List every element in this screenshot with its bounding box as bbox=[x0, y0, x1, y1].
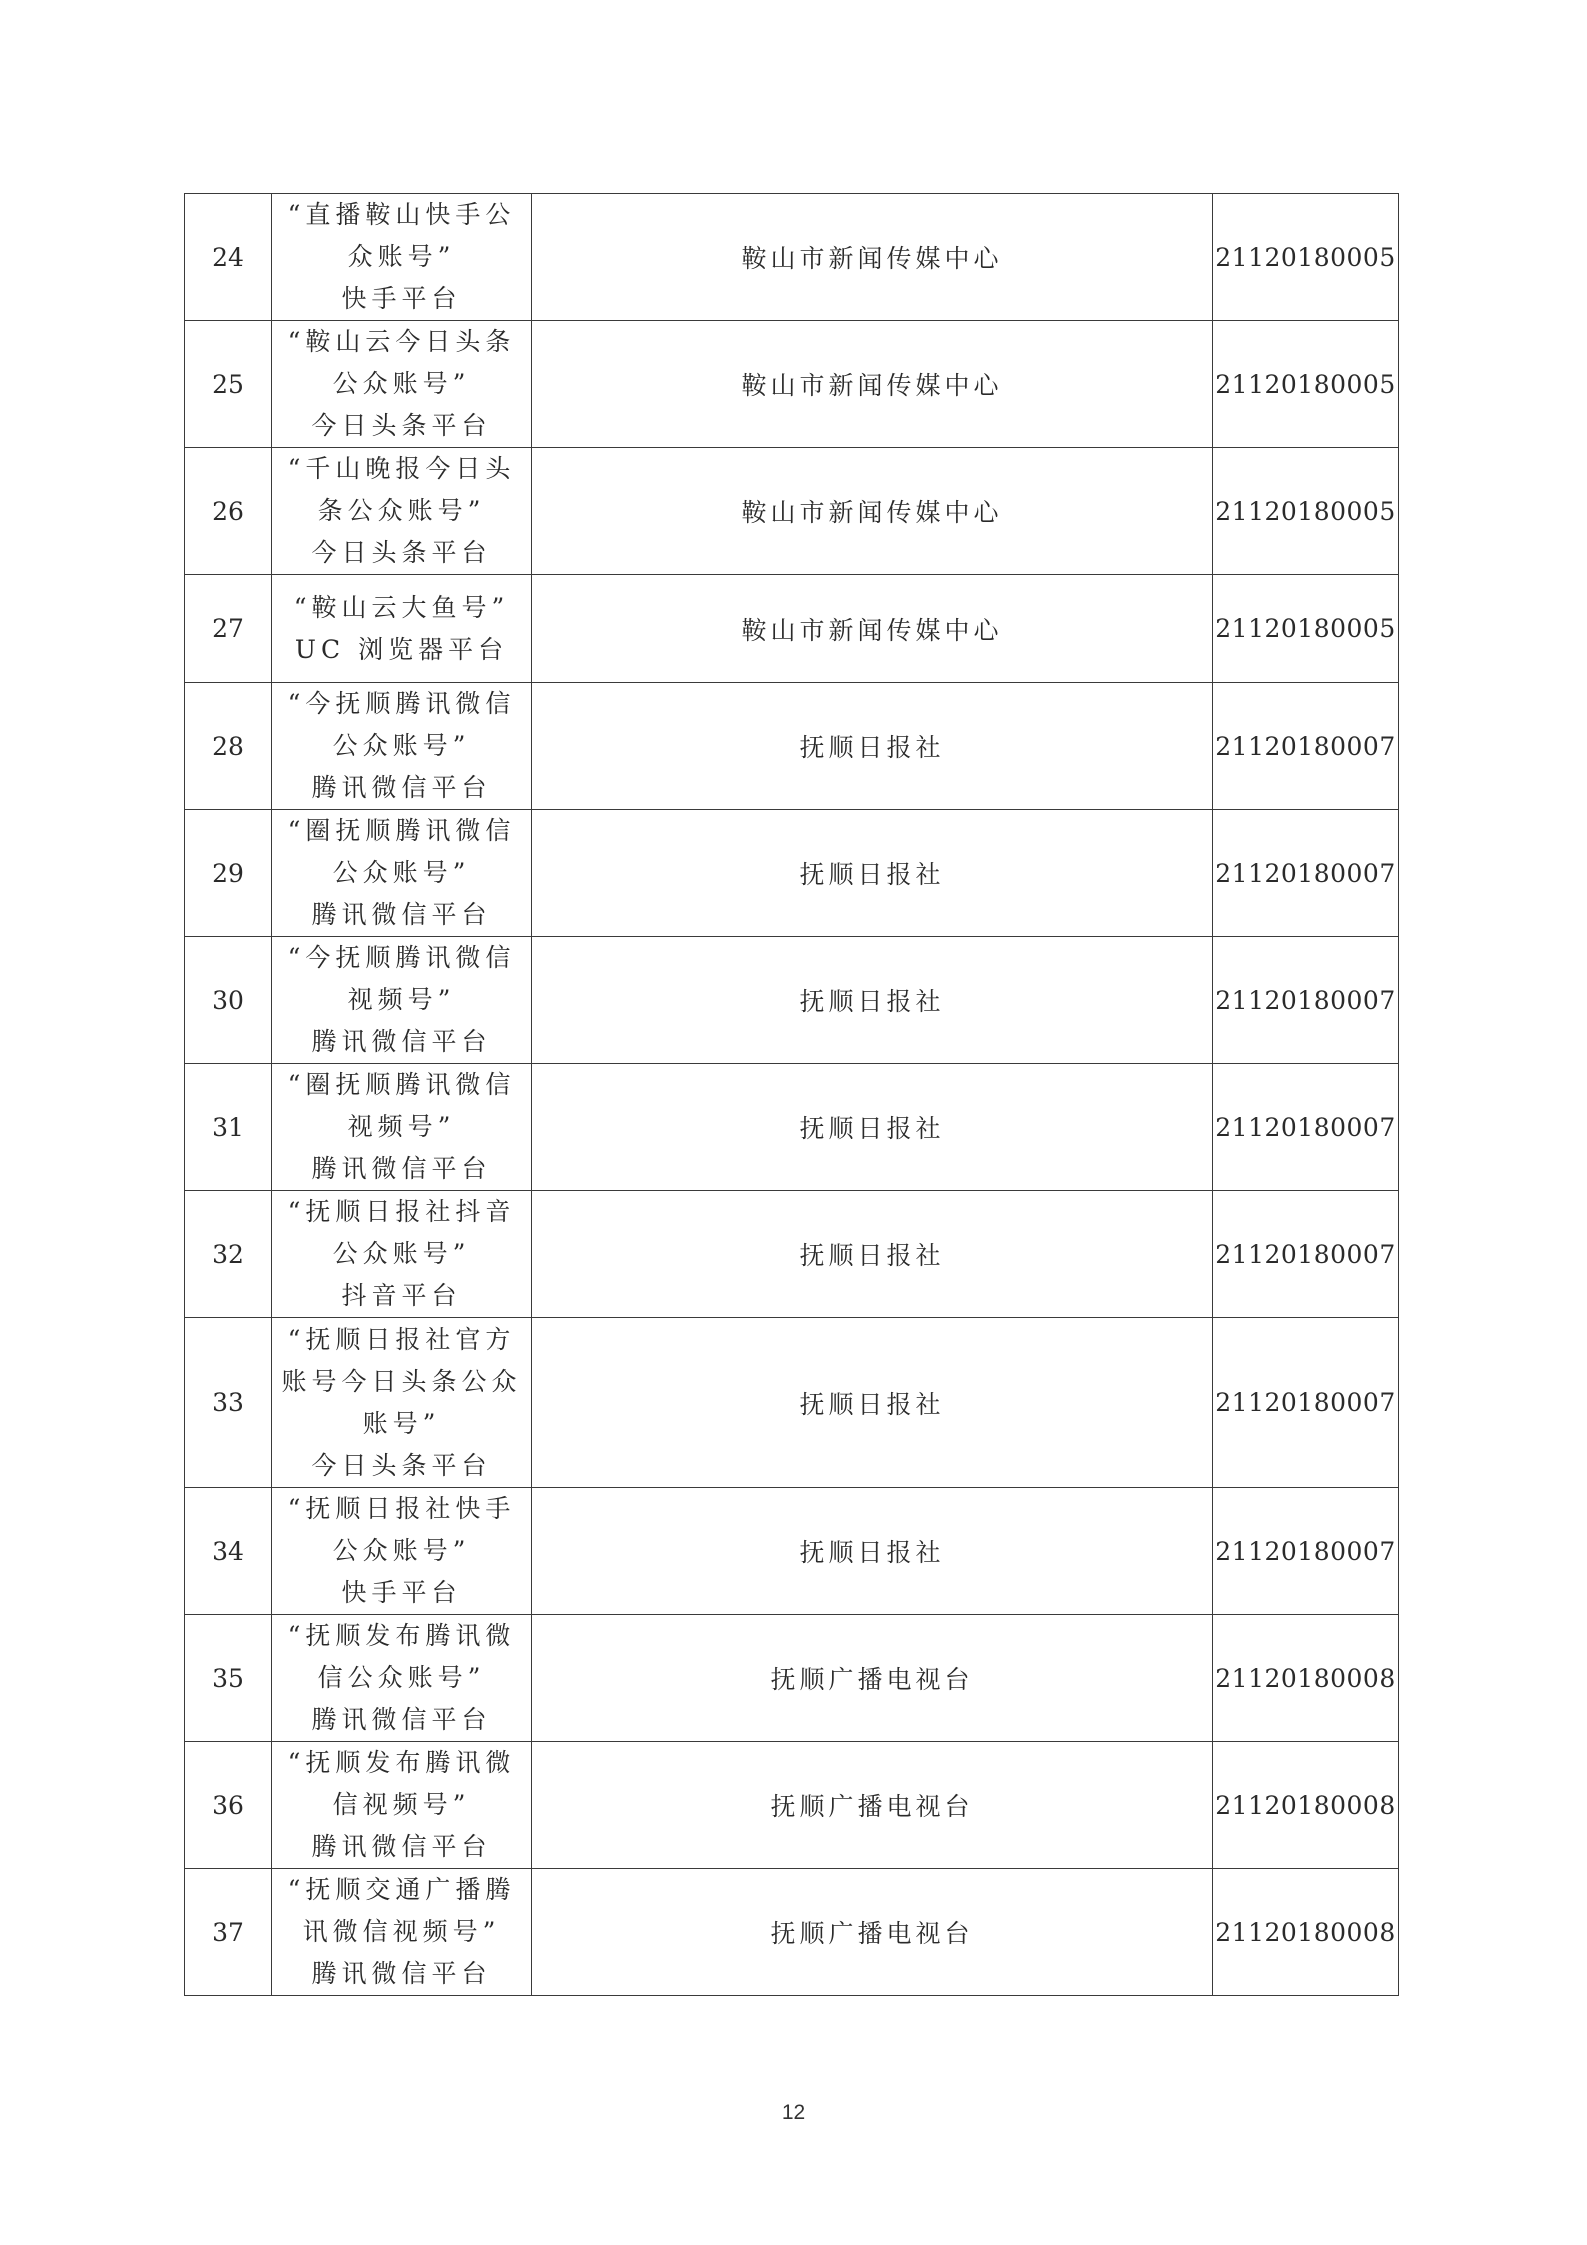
row-number: 30 bbox=[185, 937, 272, 1064]
account-name-line: “圈抚顺腾讯微信 bbox=[287, 1070, 516, 1099]
organization-name: 鞍山市新闻传媒中心 bbox=[532, 321, 1213, 448]
organization-name: 抚顺日报社 bbox=[532, 1191, 1213, 1318]
account-name-line: 账号今日头条公众 bbox=[281, 1366, 522, 1396]
table-row bbox=[185, 1615, 1399, 1742]
account-name-cell bbox=[272, 1064, 532, 1191]
license-code: 21120180007 bbox=[1213, 937, 1399, 1064]
account-name-line: 快手平台 bbox=[341, 1578, 462, 1607]
table-row bbox=[185, 810, 1399, 937]
account-name-line: 公众账号” bbox=[332, 858, 471, 887]
license-code: 21120180007 bbox=[1213, 1191, 1399, 1318]
page-number: 12 bbox=[781, 2101, 806, 2124]
table-row bbox=[185, 194, 1399, 321]
account-name-line: 公众账号” bbox=[332, 369, 471, 398]
account-name-line: 视频号” bbox=[347, 1112, 456, 1141]
license-code: 21120180007 bbox=[1213, 1488, 1399, 1615]
table-body bbox=[185, 194, 1399, 1996]
row-number: 36 bbox=[185, 1742, 272, 1869]
table-row bbox=[185, 683, 1399, 810]
account-name-line: “抚顺日报社官方 bbox=[287, 1324, 516, 1354]
table-row bbox=[185, 448, 1399, 575]
account-name-line: 今日头条平台 bbox=[311, 411, 492, 440]
row-number: 25 bbox=[185, 321, 272, 448]
organization-name: 抚顺日报社 bbox=[532, 683, 1213, 810]
account-name-cell bbox=[272, 1191, 532, 1318]
account-name-cell bbox=[272, 448, 532, 575]
account-name-line: 腾讯微信平台 bbox=[311, 773, 492, 802]
row-number: 26 bbox=[185, 448, 272, 575]
row-number: 31 bbox=[185, 1064, 272, 1191]
table-row bbox=[185, 1742, 1399, 1869]
organization-name: 抚顺广播电视台 bbox=[532, 1615, 1213, 1742]
table-row bbox=[185, 575, 1399, 683]
license-code: 21120180005 bbox=[1213, 194, 1399, 321]
license-code: 21120180005 bbox=[1213, 321, 1399, 448]
account-name-line: 腾讯微信平台 bbox=[311, 900, 492, 929]
account-name-line: “抚顺交通广播腾 bbox=[287, 1875, 516, 1904]
account-name-line: “抚顺日报社快手 bbox=[287, 1494, 516, 1523]
organization-name: 抚顺日报社 bbox=[532, 937, 1213, 1064]
account-name-cell bbox=[272, 1318, 532, 1488]
account-name-line: 信公众账号” bbox=[317, 1663, 486, 1692]
account-name-cell bbox=[272, 321, 532, 448]
account-name-line: 账号” bbox=[362, 1408, 441, 1438]
license-code: 21120180007 bbox=[1213, 683, 1399, 810]
account-name-cell bbox=[272, 810, 532, 937]
account-name-line: 公众账号” bbox=[332, 731, 471, 760]
license-code: 21120180007 bbox=[1213, 810, 1399, 937]
account-name-line: “抚顺发布腾讯微 bbox=[287, 1748, 516, 1777]
account-name-line: 腾讯微信平台 bbox=[311, 1959, 492, 1988]
license-code: 21120180005 bbox=[1213, 575, 1399, 683]
account-name-cell bbox=[272, 194, 532, 321]
account-name-line: 信视频号” bbox=[332, 1790, 471, 1819]
account-name-line: 今日头条平台 bbox=[311, 1450, 492, 1480]
organization-name: 抚顺日报社 bbox=[532, 810, 1213, 937]
table-row bbox=[185, 1318, 1399, 1488]
account-name-cell bbox=[272, 1615, 532, 1742]
account-name-line: 条公众账号” bbox=[317, 496, 486, 525]
table-row bbox=[185, 321, 1399, 448]
account-name-line: “圈抚顺腾讯微信 bbox=[287, 816, 516, 845]
license-code: 21120180007 bbox=[1213, 1064, 1399, 1191]
license-code: 21120180007 bbox=[1213, 1318, 1399, 1488]
row-number: 28 bbox=[185, 683, 272, 810]
row-number: 37 bbox=[185, 1869, 272, 1996]
organization-name: 抚顺日报社 bbox=[532, 1064, 1213, 1191]
row-number: 29 bbox=[185, 810, 272, 937]
account-name-line: 视频号” bbox=[347, 985, 456, 1014]
account-name-cell bbox=[272, 575, 532, 683]
license-code: 21120180008 bbox=[1213, 1869, 1399, 1996]
table-row bbox=[185, 1869, 1399, 1996]
account-name-cell bbox=[272, 683, 532, 810]
row-number: 35 bbox=[185, 1615, 272, 1742]
account-name-line: 今日头条平台 bbox=[311, 538, 492, 567]
account-name-line: “今抚顺腾讯微信 bbox=[287, 943, 516, 972]
license-code: 21120180008 bbox=[1213, 1742, 1399, 1869]
row-number: 32 bbox=[185, 1191, 272, 1318]
account-name-line: “千山晚报今日头 bbox=[287, 454, 516, 483]
organization-name: 抚顺广播电视台 bbox=[532, 1869, 1213, 1996]
account-name-line: 公众账号” bbox=[332, 1536, 471, 1565]
registry-table bbox=[184, 193, 1399, 1996]
organization-name: 抚顺日报社 bbox=[532, 1318, 1213, 1488]
account-name-line: “抚顺发布腾讯微 bbox=[287, 1621, 516, 1650]
account-name-line: 腾讯微信平台 bbox=[311, 1027, 492, 1056]
account-name-line: 快手平台 bbox=[341, 284, 462, 313]
account-name-cell bbox=[272, 1488, 532, 1615]
account-name-line: UC 浏览器平台 bbox=[294, 634, 509, 664]
account-name-cell bbox=[272, 937, 532, 1064]
table-row bbox=[185, 1488, 1399, 1615]
row-number: 24 bbox=[185, 194, 272, 321]
table-row bbox=[185, 1191, 1399, 1318]
organization-name: 鞍山市新闻传媒中心 bbox=[532, 194, 1213, 321]
account-name-line: 众账号” bbox=[347, 242, 456, 271]
account-name-line: “今抚顺腾讯微信 bbox=[287, 689, 516, 718]
account-name-line: “抚顺日报社抖音 bbox=[287, 1197, 516, 1226]
account-name-line: 公众账号” bbox=[332, 1239, 471, 1268]
license-code: 21120180008 bbox=[1213, 1615, 1399, 1742]
row-number: 34 bbox=[185, 1488, 272, 1615]
account-name-cell bbox=[272, 1742, 532, 1869]
account-name-line: “鞍山云今日头条 bbox=[287, 327, 516, 356]
organization-name: 鞍山市新闻传媒中心 bbox=[532, 575, 1213, 683]
account-name-line: “直播鞍山快手公 bbox=[287, 200, 516, 229]
account-name-line: 腾讯微信平台 bbox=[311, 1154, 492, 1183]
row-number: 33 bbox=[185, 1318, 272, 1488]
account-name-line: 讯微信视频号” bbox=[302, 1917, 501, 1946]
account-name-line: 腾讯微信平台 bbox=[311, 1832, 492, 1861]
organization-name: 鞍山市新闻传媒中心 bbox=[532, 448, 1213, 575]
account-name-line: 抖音平台 bbox=[341, 1281, 462, 1310]
organization-name: 抚顺日报社 bbox=[532, 1488, 1213, 1615]
table-row bbox=[185, 1064, 1399, 1191]
organization-name: 抚顺广播电视台 bbox=[532, 1742, 1213, 1869]
row-number: 27 bbox=[185, 575, 272, 683]
table-row bbox=[185, 937, 1399, 1064]
account-name-line: 腾讯微信平台 bbox=[311, 1705, 492, 1734]
account-name-cell bbox=[272, 1869, 532, 1996]
license-code: 21120180005 bbox=[1213, 448, 1399, 575]
account-name-line: “鞍山云大鱼号” bbox=[293, 592, 510, 622]
